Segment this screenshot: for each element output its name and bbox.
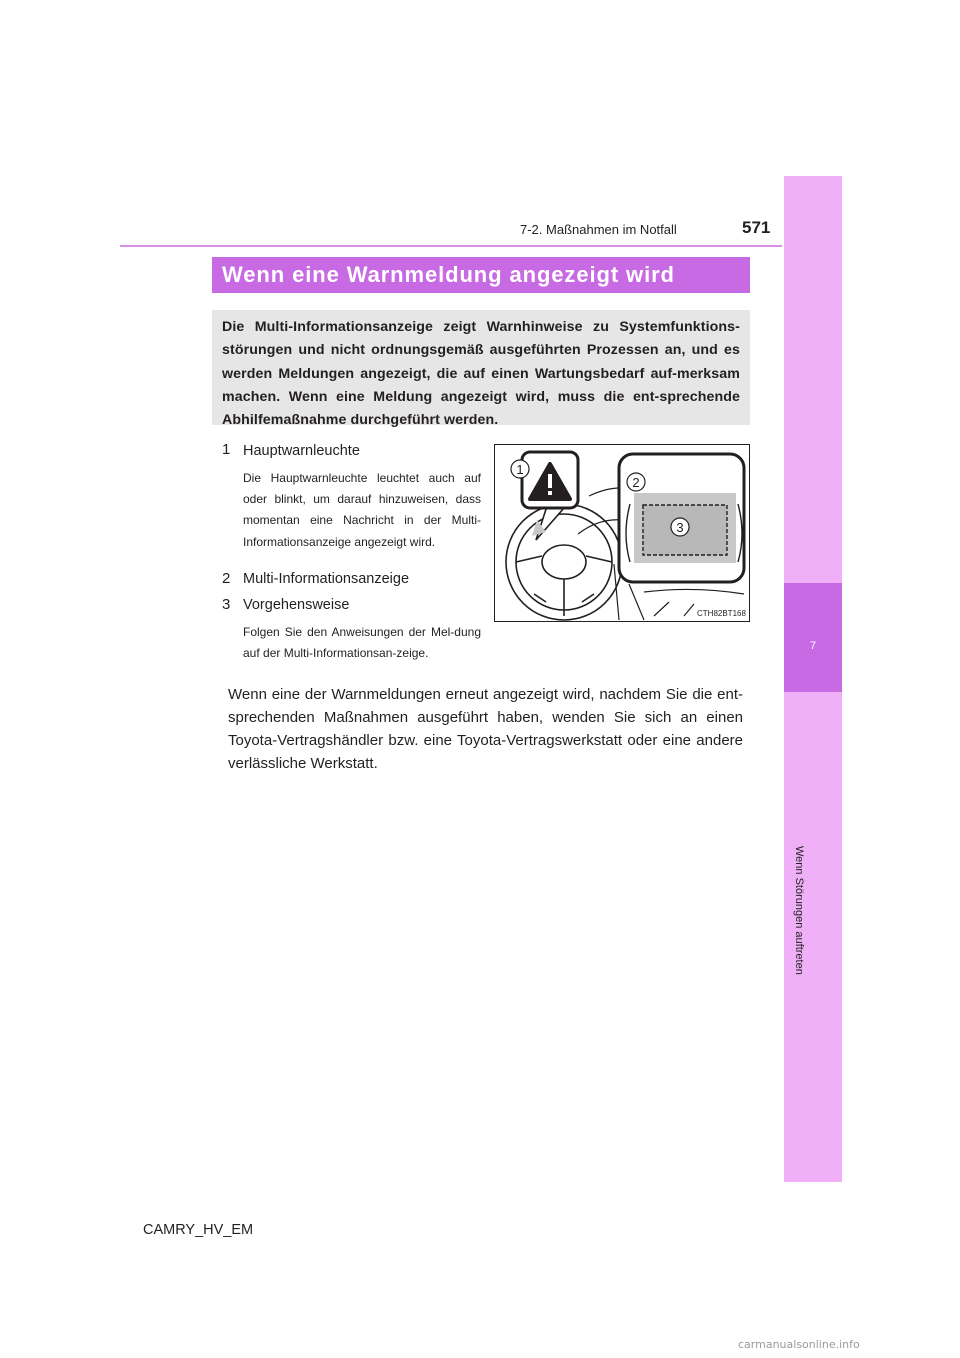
callout-3 [671,518,689,536]
intro-text: Die Multi-Informationsanzeige zeigt Warnhinweise zu Systemfunktions-störungen und nicht ordnungsgemäß ausgeführten Prozessen an, und es werden Meldungen angezeigt, die auf einen Wartungsbedarf auf-merksam machen. Wenn eine Meldung angezeigt wird, muss die ent-sprechende Abhilfemaßnahme durchgeführt werden. [222,319,740,429]
item-title-3: Vorgehensweise [243,597,350,613]
item-title-2: Multi-Informationsanzeige [243,571,410,587]
callout-1 [511,460,529,478]
item-description-1: Die Hauptwarnleuchte leuchtet auch auf oder blinkt, um darauf hinzuweisen, dass momentan eine Nachricht in der Multi-Informationsanzeige angezeigt wird. [243,471,481,549]
item-title-1: Hauptwarnleuchte [243,443,360,459]
header-divider [120,245,782,247]
section-label: 7-2. Maßnahmen im Notfall [520,222,677,237]
item-number-1: 1 [222,441,231,458]
svg-text:3: 3 [676,520,684,535]
chapter-tab [784,583,842,692]
svg-text:2: 2 [632,475,640,490]
item-number-3: 3 [222,596,231,613]
svg-text:1: 1 [516,462,524,477]
chapter-title: Wenn Störungen auftreten [793,846,805,975]
page-title: Wenn eine Warnmeldung angezeigt wird [222,262,675,287]
page-number: 571 [742,218,771,237]
item-description-3: Folgen Sie den Anweisungen der Mel-dung auf der Multi-Informationsan-zeige. [243,625,481,661]
footer-model-code: CAMRY_HV_EM [143,1222,254,1238]
closing-paragraph: Wenn eine der Warnmeldungen erneut angezeigt wird, nachdem Sie die ent-sprechenden Maßnahmen ausgeführt haben, wenden Sie sich an einen Toyota-Vertragshändler bzw. eine Toyota-Vertragswerkstatt oder eine andere verlässliche Werkstatt. [228,686,743,772]
callout-2 [627,473,645,491]
illustration-code: CTH82BT168 [697,609,746,618]
chapter-number: 7 [809,640,817,652]
dashboard-illustration [494,444,750,622]
watermark-text: carmanualsonline.info [738,1338,860,1351]
item-number-2: 2 [222,570,231,587]
